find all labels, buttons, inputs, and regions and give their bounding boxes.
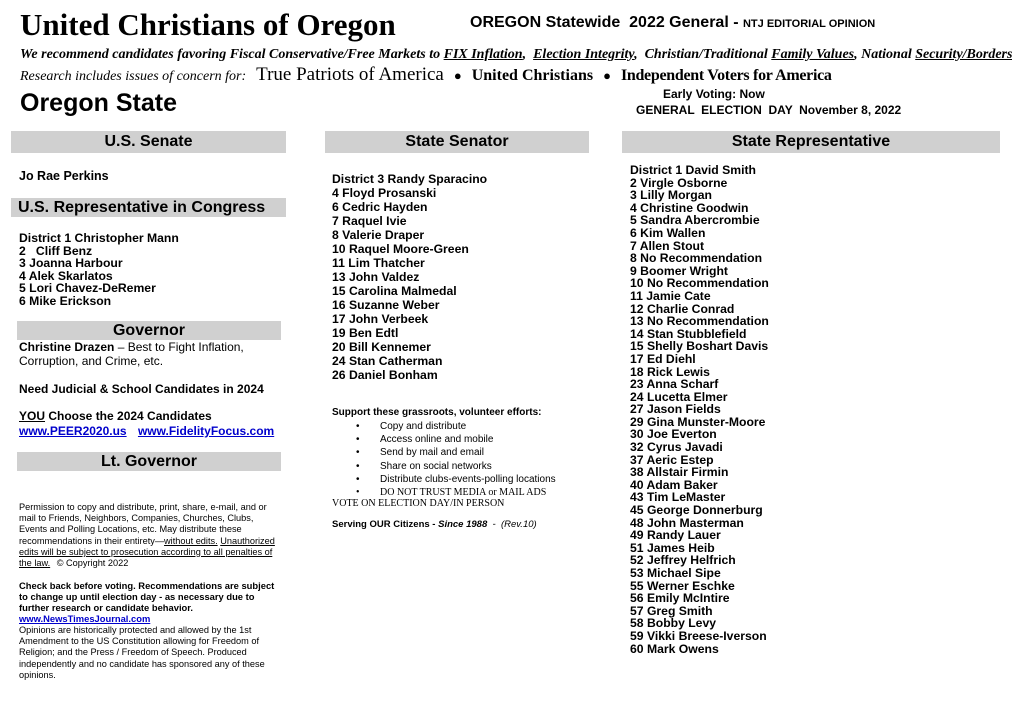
- support-list: [332, 420, 556, 499]
- list-item: 11 Lim Thatcher: [332, 256, 425, 270]
- page-title: United Christians of Oregon: [20, 7, 396, 42]
- choose-label: Choose the 2024 Candidates: [45, 409, 212, 423]
- list-item: 45 George Donnerburg: [630, 503, 763, 518]
- recommend-sep: , National: [854, 47, 916, 62]
- list-item: 9 Boomer Wright: [630, 263, 728, 278]
- us-senate-heading: U.S. Senate: [11, 131, 286, 153]
- us-congress-heading: U.S. Representative in Congress: [11, 198, 286, 217]
- governor-text: [19, 340, 279, 368]
- recommend-lead: We recommend candidates favoring Fiscal Conservative/Free Markets to: [20, 47, 444, 62]
- org-united-christians: United Christians: [471, 67, 594, 84]
- recommend-line: [20, 47, 1012, 63]
- choose-line: [19, 409, 212, 423]
- list-item: 16 Suzanne Weber: [332, 298, 440, 312]
- peer2020-link[interactable]: www.PEER2020.us: [19, 424, 127, 438]
- org-independent-voters: Independent Voters for America: [620, 67, 832, 84]
- org-true-patriots: True Patriots of America: [256, 64, 444, 85]
- edition-line: [470, 14, 875, 32]
- list-item: 58 Bobby Levy: [630, 616, 717, 631]
- list-item: 49 Randy Lauer: [630, 528, 721, 543]
- list-item: 3 Lilly Morgan: [630, 188, 712, 203]
- state-rep-heading: State Representative: [622, 131, 1000, 153]
- list-item: District 3 Randy Sparacino: [332, 172, 488, 186]
- list-item: 32 Cyrus Javadi: [630, 440, 723, 455]
- unauthorized-note: Unauthorized edits will be subject to prosecution according to all penalties of the law.: [19, 535, 275, 569]
- copyright: © Copyright 2022: [56, 558, 129, 569]
- list-item: 17 Ed Diehl: [630, 351, 696, 366]
- list-item: 43 Tim LeMaster: [630, 490, 726, 505]
- list-item: District 1 Christopher Mann: [19, 231, 179, 245]
- list-item: 4 Floyd Prosanski: [332, 186, 437, 200]
- list-item: 6 Cedric Hayden: [332, 200, 428, 214]
- congress-list: [19, 232, 179, 308]
- list-item: 2 Cliff Benz: [19, 243, 93, 258]
- list-item: 4 Christine Goodwin: [630, 200, 749, 215]
- recommend-sep: , Christian/Traditional: [634, 47, 772, 62]
- newstimes-link[interactable]: www.NewsTimesJournal.com: [19, 613, 151, 624]
- list-item: 26 Daniel Bonham: [332, 368, 438, 382]
- rev-label: - (Rev.10): [487, 519, 537, 530]
- list-item: 20 Bill Kennemer: [332, 340, 431, 354]
- governor-candidate: Christine Drazen: [19, 340, 115, 354]
- list-item: 56 Emily McIntire: [630, 591, 730, 606]
- list-item: 57 Greg Smith: [630, 603, 713, 618]
- fix-inflation: FIX Inflation: [443, 47, 523, 62]
- list-item: 11 Jamie Cate: [630, 288, 711, 303]
- list-item: 29 Gina Munster-Moore: [630, 414, 766, 429]
- links-line: [19, 424, 274, 438]
- list-item: 37 Aeric Estep: [630, 452, 714, 467]
- senate-candidate: Jo Rae Perkins: [19, 169, 109, 183]
- list-item: 10 No Recommendation: [630, 276, 769, 291]
- list-item: 5 Lori Chavez-DeRemer: [19, 281, 156, 296]
- list-item: 6 Mike Erickson: [19, 293, 112, 308]
- bullet-separator: ●: [453, 68, 462, 83]
- security-borders: Security/Borders: [915, 47, 1012, 62]
- list-item: 12 Charlie Conrad: [630, 301, 735, 316]
- list-item: 48 John Masterman: [630, 515, 744, 530]
- vote-in-person: VOTE ON ELECTION DAY/IN PERSON: [332, 498, 505, 509]
- list-item: 40 Adam Baker: [630, 477, 718, 492]
- research-line: [20, 64, 832, 86]
- list-item: • Share on social networks: [332, 460, 556, 473]
- list-item: 24 Lucetta Elmer: [630, 389, 728, 404]
- list-item: 18 Rick Lewis: [630, 364, 710, 379]
- list-item: 27 Jason Fields: [630, 402, 721, 417]
- list-item: 13 John Valdez: [332, 270, 420, 284]
- governor-note: – Best to Fight Inflation, Corruption, and Crime, etc.: [19, 340, 244, 368]
- list-item: 55 Werner Eschke: [630, 578, 735, 593]
- editorial-label: NTJ EDITORIAL OPINION: [742, 18, 876, 30]
- list-item: 10 Raquel Moore-Green: [332, 242, 469, 256]
- list-item: 4 Alek Skarlatos: [19, 268, 113, 283]
- list-item: 52 Jeffrey Helfrich: [630, 553, 736, 568]
- governor-heading: Governor: [17, 321, 281, 340]
- list-item: 59 Vikki Breese-Iverson: [630, 628, 767, 643]
- list-item: 60 Mark Owens: [630, 641, 719, 656]
- list-item: • Copy and distribute: [332, 420, 556, 433]
- you-label: YOU: [19, 409, 46, 423]
- state-senator-list: [332, 172, 487, 382]
- family-values: Family Values: [771, 47, 855, 62]
- state-rep-list: [630, 164, 769, 655]
- election-day: GENERAL ELECTION DAY November 8, 2022: [636, 103, 902, 117]
- list-item: 23 Anna Scharf: [630, 377, 719, 392]
- check-back: Check back before voting. Recommendations are subject to change up until election day - as necessary due to further research or candidate behavior.: [19, 580, 275, 614]
- permission-text: [19, 502, 279, 569]
- state-title: Oregon State: [20, 89, 177, 117]
- list-item: 15 Shelly Boshart Davis: [630, 339, 769, 354]
- list-item: 2 Virgle Osborne: [630, 175, 728, 190]
- list-item: 7 Allen Stout: [630, 238, 705, 253]
- list-item: • Distribute clubs-events-polling locations: [332, 473, 556, 486]
- list-item: • Send by mail and email: [332, 446, 556, 459]
- fidelityfocus-link[interactable]: www.FidelityFocus.com: [137, 424, 275, 438]
- list-item: District 1 David Smith: [630, 163, 756, 177]
- list-item: 8 No Recommendation: [630, 251, 763, 266]
- election-integrity: Election Integrity: [533, 47, 635, 62]
- opinions-note: Opinions are historically protected and allowed by the 1st Amendment to the US Constitution allowing for Freedom of Religion; and the Press / Freedom of Speech. Produced independently and no candidate has sponsored any of these opinions.: [19, 625, 265, 680]
- without-edits: without edits.: [164, 535, 218, 546]
- research-lead: Research includes issues of concern for:: [20, 69, 247, 84]
- list-item: • Access online and mobile: [332, 433, 556, 446]
- list-item: 7 Raquel Ivie: [332, 214, 407, 228]
- list-item: 38 Allstair Firmin: [630, 465, 729, 480]
- list-item: 6 Kim Wallen: [630, 225, 706, 240]
- state-senator-heading: State Senator: [325, 131, 589, 153]
- list-item: 53 Michael Sipe: [630, 566, 721, 580]
- support-heading: Support these grassroots, volunteer efforts:: [332, 407, 542, 418]
- list-item: 13 No Recommendation: [630, 314, 769, 329]
- list-item: • DO NOT TRUST MEDIA or MAIL ADS: [332, 486, 556, 499]
- permission-main: Permission to copy and distribute, print, share, e-mail, and or mail to Friends, Neighbors, Companies, Churches, Clubs, Events and Polling Locations, etc. May distribute these recommendations in their entirety—: [19, 502, 267, 546]
- list-item: 15 Carolina Malmedal: [332, 284, 457, 298]
- bullet-separator: ●: [603, 68, 611, 83]
- recommend-sep: ,: [522, 47, 534, 62]
- list-item: 51 James Heib: [630, 540, 715, 555]
- list-item: 5 Sandra Abercrombie: [630, 213, 760, 228]
- serving-label: Serving OUR Citizens -: [332, 519, 439, 530]
- list-item: 30 Joe Everton: [630, 427, 717, 442]
- judicial-note: Need Judicial & School Candidates in 2024: [19, 382, 264, 396]
- list-item: 3 Joanna Harbour: [19, 256, 123, 271]
- since-label: Since 1988: [438, 519, 488, 530]
- list-item: 8 Valerie Draper: [332, 228, 425, 242]
- serving-line: [332, 519, 537, 530]
- list-item: 17 John Verbeek: [332, 312, 429, 326]
- list-item: 19 Ben Edtl: [332, 326, 399, 340]
- edition-label: OREGON Statewide 2022 General -: [470, 14, 743, 31]
- lt-governor-heading: Lt. Governor: [17, 452, 281, 471]
- early-voting: Early Voting: Now: [663, 87, 765, 101]
- list-item: 24 Stan Catherman: [332, 354, 443, 368]
- list-item: 14 Stan Stubblefield: [630, 326, 747, 341]
